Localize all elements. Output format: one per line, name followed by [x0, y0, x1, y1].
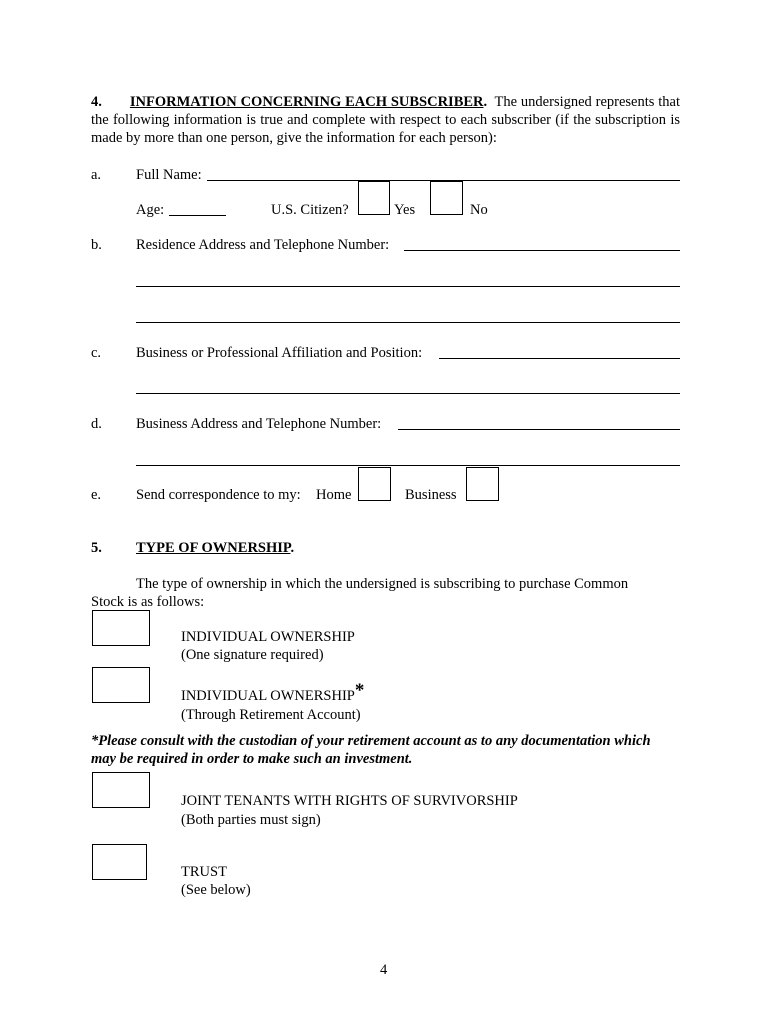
residence-label: Residence Address and Telephone Number: [136, 237, 390, 253]
correspondence-business-label: Business [405, 487, 457, 503]
correspondence-label: Send correspondence to my: [136, 487, 301, 503]
residence-field-2[interactable] [136, 286, 680, 287]
section-5-heading-wrap [136, 539, 294, 557]
ownership-retirement-checkbox[interactable] [92, 667, 150, 703]
ownership-retirement-title-wrap [181, 680, 365, 705]
ownership-individual-checkbox[interactable] [92, 610, 150, 646]
section-5-heading: TYPE OF OWNERSHIP [136, 540, 291, 556]
retirement-footnote-line2: may be required in order to make such an investment. [91, 751, 413, 767]
item-d-letter: d. [91, 416, 102, 432]
page-number: 4 [380, 962, 388, 978]
section-4-intro-text: The undersigned represents that the following information is true and complete with respect to each subscriber (if the subscription is made by more than one person, give the information for each person): [91, 94, 680, 146]
affiliation-field-2[interactable] [136, 393, 680, 394]
ownership-individual-title: INDIVIDUAL OWNERSHIP [181, 629, 355, 645]
citizen-no-label: No [470, 202, 488, 218]
section-4-number: 4. [91, 94, 102, 110]
citizen-no-checkbox[interactable] [430, 181, 463, 215]
ownership-individual-note: (One signature required) [181, 647, 324, 663]
affiliation-label: Business or Professional Affiliation and Position: [136, 345, 423, 361]
correspondence-home-label: Home [316, 487, 352, 503]
retirement-footnote-line1: *Please consult with the custodian of your retirement account as to any documentation which [91, 733, 651, 749]
ownership-joint-tenants-checkbox[interactable] [92, 772, 150, 808]
section-4-heading: INFORMATION CONCERNING EACH SUBSCRIBER [129, 94, 484, 110]
ownership-retirement-title: INDIVIDUAL OWNERSHIP [181, 688, 355, 704]
section-5-heading-period: . [290, 540, 295, 556]
residence-field-3[interactable] [136, 322, 680, 323]
ownership-joint-tenants-title: JOINT TENANTS WITH RIGHTS OF SURVIVORSHIP [181, 793, 518, 809]
citizen-yes-label: Yes [394, 202, 416, 218]
full-name-label: Full Name: [136, 167, 202, 183]
section-4-heading-period: . [483, 94, 488, 110]
age-label: Age: [136, 202, 165, 218]
item-e-letter: e. [91, 487, 102, 503]
section-5-number: 5. [91, 540, 102, 556]
ownership-trust-checkbox[interactable] [92, 844, 147, 880]
citizen-yes-checkbox[interactable] [358, 181, 390, 215]
item-c-letter: c. [91, 345, 102, 361]
ownership-joint-tenants-note: (Both parties must sign) [181, 812, 321, 828]
business-address-label: Business Address and Telephone Number: [136, 416, 382, 432]
ownership-trust-title: TRUST [181, 864, 227, 880]
affiliation-field-1[interactable] [439, 358, 680, 359]
age-field[interactable] [169, 215, 226, 216]
correspondence-home-checkbox[interactable] [358, 467, 391, 501]
ownership-retirement-asterisk: * [354, 680, 365, 701]
section-5-intro-line1: The type of ownership in which the undersigned is subscribing to purchase Common [136, 576, 629, 592]
citizen-label: U.S. Citizen? [271, 202, 349, 218]
ownership-trust-note: (See below) [181, 882, 251, 898]
business-address-field-2[interactable] [136, 465, 680, 466]
item-a-letter: a. [91, 167, 102, 183]
section-5-intro-line2: Stock is as follows: [91, 594, 205, 610]
correspondence-business-checkbox[interactable] [466, 467, 499, 501]
section-4-intro [91, 93, 680, 147]
ownership-retirement-note: (Through Retirement Account) [181, 707, 361, 723]
item-b-letter: b. [91, 237, 102, 253]
business-address-field-1[interactable] [398, 429, 680, 430]
residence-field-1[interactable] [404, 250, 680, 251]
